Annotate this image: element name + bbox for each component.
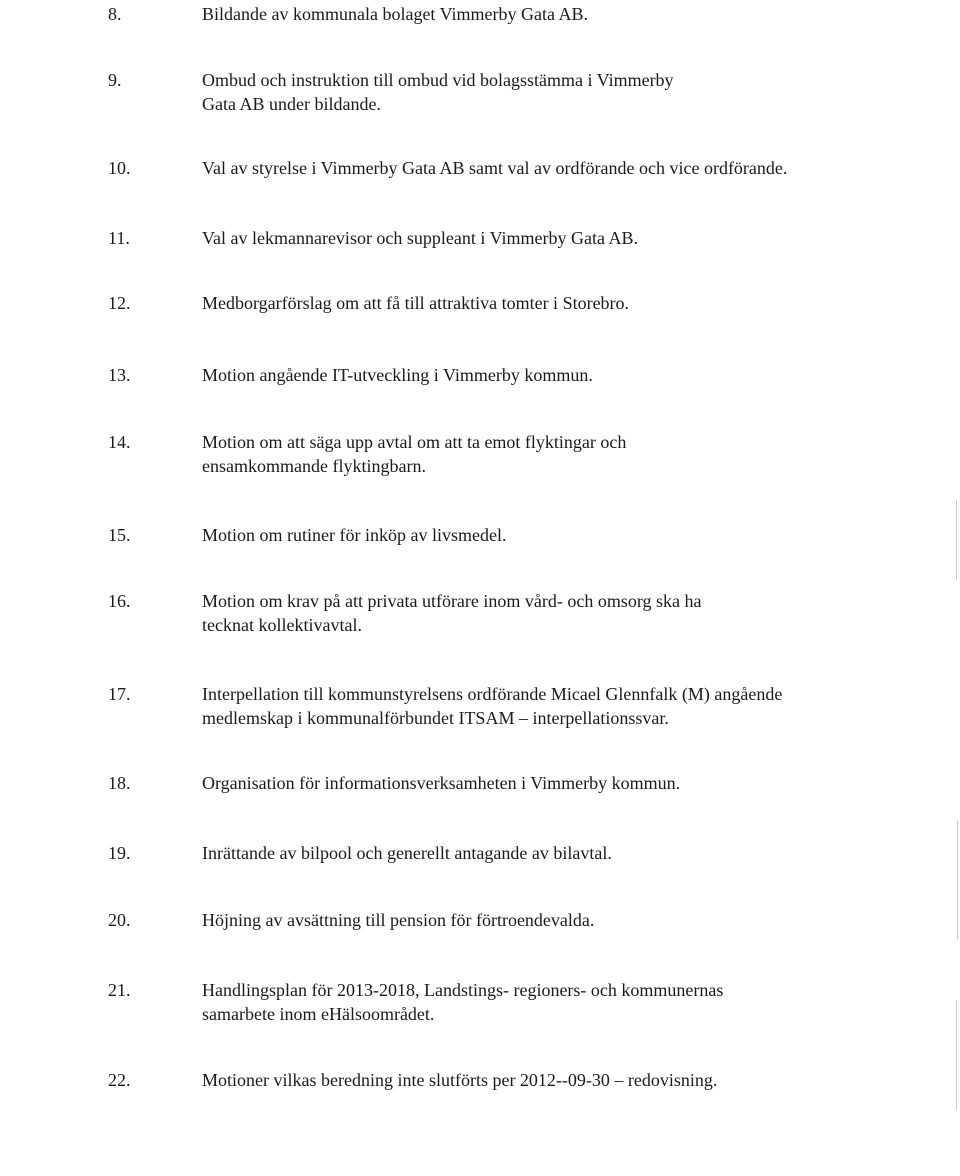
agenda-item-line: Motion om rutiner för inköp av livsmedel. (202, 525, 507, 545)
agenda-item-line: Bildande av kommunala bolaget Vimmerby Gata AB. (202, 4, 589, 24)
agenda-item-line: tecknat kollektivavtal. (202, 615, 362, 635)
agenda-item-text (202, 523, 822, 547)
agenda-item-number: 10. (108, 158, 131, 178)
agenda-item-line: Gata AB under bildande. (202, 94, 381, 114)
agenda-item-line: Ombud och instruktion till ombud vid bolagsstämma i Vimmerby (202, 70, 674, 90)
agenda-item-line: samarbete inom eHälsoområdet. (202, 1004, 435, 1024)
agenda-item-line: Motion om krav på att privata utförare inom vård- och omsorg ska ha (202, 591, 702, 611)
agenda-item-line: ensamkommande flyktingbarn. (202, 456, 426, 476)
agenda-item-number: 8. (108, 4, 122, 24)
agenda-item-number: 21. (108, 980, 131, 1000)
agenda-item-text (202, 156, 822, 180)
agenda-item-text (202, 682, 822, 730)
agenda-item-text (202, 226, 822, 250)
agenda-item-text (202, 589, 822, 637)
scan-edge-mark (956, 500, 957, 580)
agenda-item-line: Motioner vilkas beredning inte slutförts per 2012--09-30 – redovisning. (202, 1070, 718, 1090)
agenda-item-number: 14. (108, 432, 131, 452)
agenda-item-number: 11. (108, 228, 130, 248)
agenda-item-number: 16. (108, 591, 131, 611)
agenda-item-number: 19. (108, 843, 131, 863)
agenda-item-number: 20. (108, 910, 131, 930)
agenda-item-text (202, 2, 822, 26)
agenda-item-line: Höjning av avsättning till pension för förtroendevalda. (202, 910, 595, 930)
agenda-item-text (202, 68, 822, 116)
agenda-item-line: Interpellation till kommunstyrelsens ordförande Micael Glennfalk (M) angående (202, 684, 783, 704)
agenda-item-number: 15. (108, 525, 131, 545)
agenda-item-number: 12. (108, 293, 131, 313)
agenda-item-number: 9. (108, 70, 122, 90)
agenda-item-line: Val av lekmannarevisor och suppleant i Vimmerby Gata AB. (202, 228, 638, 248)
agenda-item-line: medlemskap i kommunalförbundet ITSAM – interpellationssvar. (202, 708, 669, 728)
agenda-item-line: Motion angående IT-utveckling i Vimmerby kommun. (202, 365, 593, 385)
agenda-item-line: Medborgarförslag om att få till attraktiva tomter i Storebro. (202, 293, 630, 313)
agenda-item-line: Val av styrelse i Vimmerby Gata AB samt val av ordförande och vice ordförande. (202, 158, 788, 178)
agenda-item-text (202, 908, 822, 932)
agenda-item-line: Handlingsplan för 2013-2018, Landstings- regioners- och kommunernas (202, 980, 724, 1000)
agenda-item-text (202, 1068, 822, 1092)
agenda-item-line: Organisation för informationsverksamheten i Vimmerby kommun. (202, 773, 681, 793)
agenda-item-text (202, 978, 822, 1026)
agenda-item-line: Inrättande av bilpool och generellt antagande av bilavtal. (202, 843, 612, 863)
scan-edge-mark (957, 820, 958, 940)
scan-edge-mark (956, 1000, 957, 1110)
agenda-item-text (202, 363, 822, 387)
agenda-item-text (202, 841, 822, 865)
agenda-item-number: 18. (108, 773, 131, 793)
agenda-item-line: Motion om att säga upp avtal om att ta emot flyktingar och (202, 432, 627, 452)
agenda-item-text (202, 291, 822, 315)
agenda-item-number: 22. (108, 1070, 131, 1090)
agenda-item-number: 17. (108, 684, 131, 704)
agenda-item-text (202, 430, 822, 478)
agenda-item-number: 13. (108, 365, 131, 385)
agenda-item-text (202, 771, 822, 795)
